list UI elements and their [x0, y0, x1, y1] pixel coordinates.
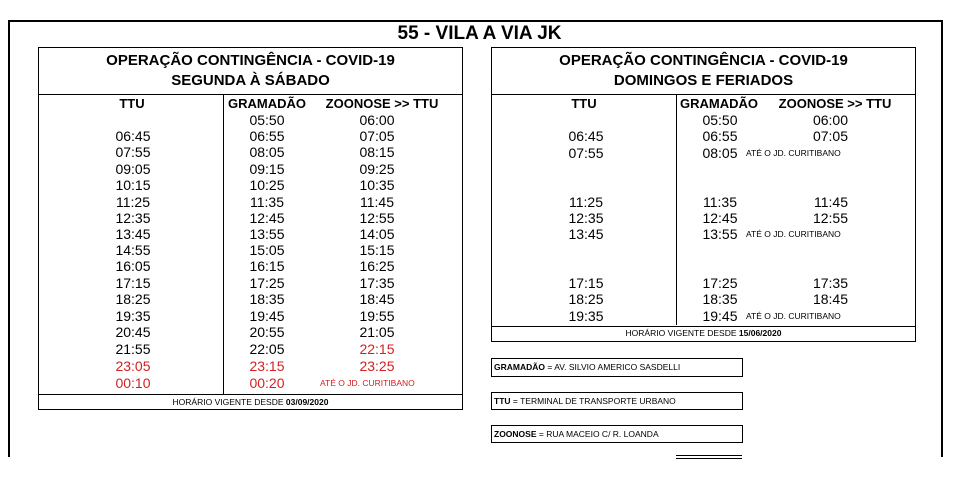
- weekday-header-line2: SEGUNDA À SÁBADO: [171, 72, 330, 89]
- legend-zoonose-sep: =: [536, 429, 547, 439]
- weekday-schedule-table: [38, 47, 463, 410]
- weekend-row-gramadao-time: 19:45: [702, 308, 738, 324]
- weekend-footer: [492, 326, 915, 340]
- weekday-row-zoonose-time: 15:15: [359, 242, 395, 258]
- weekend-row-gramadao-time: 05:50: [702, 112, 738, 128]
- double-rule-bottom: [676, 458, 742, 459]
- weekday-row-ttu-time: 18:25: [115, 291, 151, 307]
- weekday-row-ttu-time: 06:45: [115, 128, 151, 144]
- weekday-row-gramadao-time: 08:05: [249, 144, 285, 160]
- legend-ttu-value: TERMINAL DE TRANSPORTE URBANO: [520, 396, 676, 406]
- weekday-row-gramadao-time: 23:15: [249, 358, 285, 374]
- legend-gramadao-key: GRAMADÃO: [494, 362, 545, 372]
- weekday-header-divider: [39, 94, 462, 95]
- legend-zoonose-key: ZOONOSE: [494, 429, 537, 439]
- legend-gramadao-value: AV. SILVIO AMERICO SASDELLI: [554, 362, 681, 372]
- weekend-row-ttu-time: 06:45: [568, 128, 604, 144]
- weekend-row-zoonose-time: 17:35: [812, 275, 848, 291]
- weekday-row-gramadao-time: 18:35: [249, 291, 285, 307]
- weekday-row-zoonose-time: 06:00: [359, 112, 395, 128]
- weekday-row-zoonose-time: 19:55: [359, 308, 395, 324]
- legend-ttu-key: TTU: [494, 396, 511, 406]
- weekday-row-zoonose-time: 14:05: [359, 226, 395, 242]
- legend-ttu: [491, 392, 743, 410]
- weekday-row-ttu-time: 17:15: [115, 275, 151, 291]
- weekday-row-ttu-time: 09:05: [115, 161, 151, 177]
- weekend-col-ttu: TTU: [571, 96, 597, 111]
- weekday-header-line1: OPERAÇÃO CONTINGÊNCIA - COVID-19: [106, 52, 395, 69]
- weekday-row-ttu-time: 14:55: [115, 242, 151, 258]
- weekday-row-gramadao-time: 05:50: [249, 112, 285, 128]
- weekday-row-ttu-time: 11:25: [116, 194, 150, 210]
- weekday-row-gramadao-time: 20:55: [249, 324, 285, 340]
- weekday-row-ttu-time: 20:45: [115, 324, 151, 340]
- page-frame-left: [8, 20, 10, 457]
- weekend-header-line1: OPERAÇÃO CONTINGÊNCIA - COVID-19: [559, 52, 848, 69]
- weekday-footer: [39, 395, 462, 409]
- weekend-row-note: ATÉ O JD. CURITIBANO: [746, 148, 841, 158]
- route-title: 55 - VILA A VIA JK: [397, 23, 562, 44]
- weekday-row-gramadao-time: 09:15: [249, 161, 285, 177]
- weekend-row-note: ATÉ O JD. CURITIBANO: [746, 311, 841, 321]
- weekend-row-ttu-time: 07:55: [568, 145, 604, 161]
- weekday-col-zoonose: ZOONOSE >> TTU: [325, 96, 439, 111]
- weekend-row-zoonose-time: 07:05: [812, 128, 848, 144]
- weekend-row-gramadao-time: 17:25: [702, 275, 738, 291]
- weekend-row-gramadao-time: 12:45: [702, 210, 738, 226]
- weekend-footer-date: 15/06/2020: [738, 328, 782, 338]
- weekday-row-zoonose-time: 17:35: [359, 275, 395, 291]
- weekday-footer-text: HORÁRIO VIGENTE DESDE: [172, 397, 286, 407]
- weekday-row-ttu-time: 19:35: [115, 308, 151, 324]
- legend-zoonose: [491, 425, 743, 443]
- legend-gramadao-sep: =: [545, 362, 555, 372]
- weekday-row-zoonose-time: 23:25: [359, 358, 395, 374]
- weekday-row-gramadao-time: 16:15: [249, 258, 285, 274]
- weekend-row-ttu-time: 19:35: [568, 308, 604, 324]
- weekend-header-divider: [492, 94, 915, 95]
- weekday-row-ttu-time: 12:35: [115, 210, 151, 226]
- weekend-row-ttu-time: 13:45: [568, 226, 604, 242]
- weekday-footer-date: 03/09/2020: [285, 397, 329, 407]
- weekday-row-zoonose-time: 07:05: [359, 128, 395, 144]
- weekend-row-zoonose-time: 06:00: [812, 112, 848, 128]
- weekday-row-zoonose-time: 09:25: [359, 161, 395, 177]
- weekday-row-ttu-time: 23:05: [115, 358, 151, 374]
- weekend-row-gramadao-time: 06:55: [702, 128, 738, 144]
- weekend-schedule-table: [491, 47, 916, 342]
- weekend-header-line2: DOMINGOS E FERIADOS: [613, 72, 794, 89]
- weekend-row-gramadao-time: 11:35: [703, 194, 737, 210]
- weekend-row-gramadao-time: 08:05: [702, 145, 738, 161]
- legend-zoonose-value: RUA MACEIO C/ R. LOANDA: [546, 429, 659, 439]
- weekday-row-zoonose-time: 18:45: [359, 291, 395, 307]
- weekday-row-ttu-time: 00:10: [115, 375, 151, 391]
- weekday-row-zoonose-time: 22:15: [359, 341, 395, 357]
- legend-gramadao: [491, 358, 743, 377]
- weekend-row-gramadao-time: 13:55: [702, 226, 738, 242]
- weekday-row-gramadao-time: 06:55: [249, 128, 285, 144]
- weekend-footer-text: HORÁRIO VIGENTE DESDE: [625, 328, 739, 338]
- weekend-row-zoonose-time: 18:45: [812, 291, 848, 307]
- page-frame-right: [941, 20, 943, 457]
- weekday-row-ttu-time: 16:05: [115, 258, 151, 274]
- weekend-row-ttu-time: 17:15: [568, 275, 604, 291]
- weekday-row-gramadao-time: 17:25: [249, 275, 285, 291]
- legend-ttu-sep: =: [510, 396, 521, 406]
- weekday-row-gramadao-time: 13:55: [249, 226, 285, 242]
- weekend-col-zoonose: ZOONOSE >> TTU: [778, 96, 892, 111]
- weekend-row-ttu-time: 12:35: [568, 210, 604, 226]
- weekday-row-zoonose-time: 11:45: [360, 194, 394, 210]
- weekday-row-ttu-time: 07:55: [115, 144, 151, 160]
- weekday-row-gramadao-time: 10:25: [249, 177, 285, 193]
- weekday-row-gramadao-time: 15:05: [249, 242, 285, 258]
- weekday-col-gramadao: GRAMADÃO: [228, 96, 306, 111]
- weekend-col-gramadao: GRAMADÃO: [680, 96, 758, 111]
- weekday-row-gramadao-time: 12:45: [249, 210, 285, 226]
- weekday-row-note: ATÉ O JD. CURITIBANO: [320, 378, 415, 388]
- weekend-row-zoonose-time: 12:55: [812, 210, 848, 226]
- weekday-row-zoonose-time: 12:55: [359, 210, 395, 226]
- weekday-row-gramadao-time: 22:05: [249, 341, 285, 357]
- weekday-row-zoonose-time: 10:35: [359, 177, 395, 193]
- double-rule-top: [676, 455, 742, 456]
- weekday-row-gramadao-time: 00:20: [249, 375, 285, 391]
- weekend-row-note: ATÉ O JD. CURITIBANO: [746, 229, 841, 239]
- weekend-row-gramadao-time: 18:35: [702, 291, 738, 307]
- weekday-row-gramadao-time: 19:45: [249, 308, 285, 324]
- weekday-row-zoonose-time: 16:25: [359, 258, 395, 274]
- weekday-row-ttu-time: 13:45: [115, 226, 151, 242]
- weekend-row-ttu-time: 18:25: [568, 291, 604, 307]
- weekday-row-gramadao-time: 11:35: [250, 194, 284, 210]
- weekday-col-ttu: TTU: [119, 96, 145, 111]
- weekday-row-ttu-time: 10:15: [115, 177, 151, 193]
- weekday-row-zoonose-time: 08:15: [359, 144, 395, 160]
- weekday-row-ttu-time: 21:55: [115, 341, 151, 357]
- weekday-row-zoonose-time: 21:05: [359, 324, 395, 340]
- weekend-row-zoonose-time: 11:45: [814, 194, 848, 210]
- weekend-row-ttu-time: 11:25: [569, 194, 603, 210]
